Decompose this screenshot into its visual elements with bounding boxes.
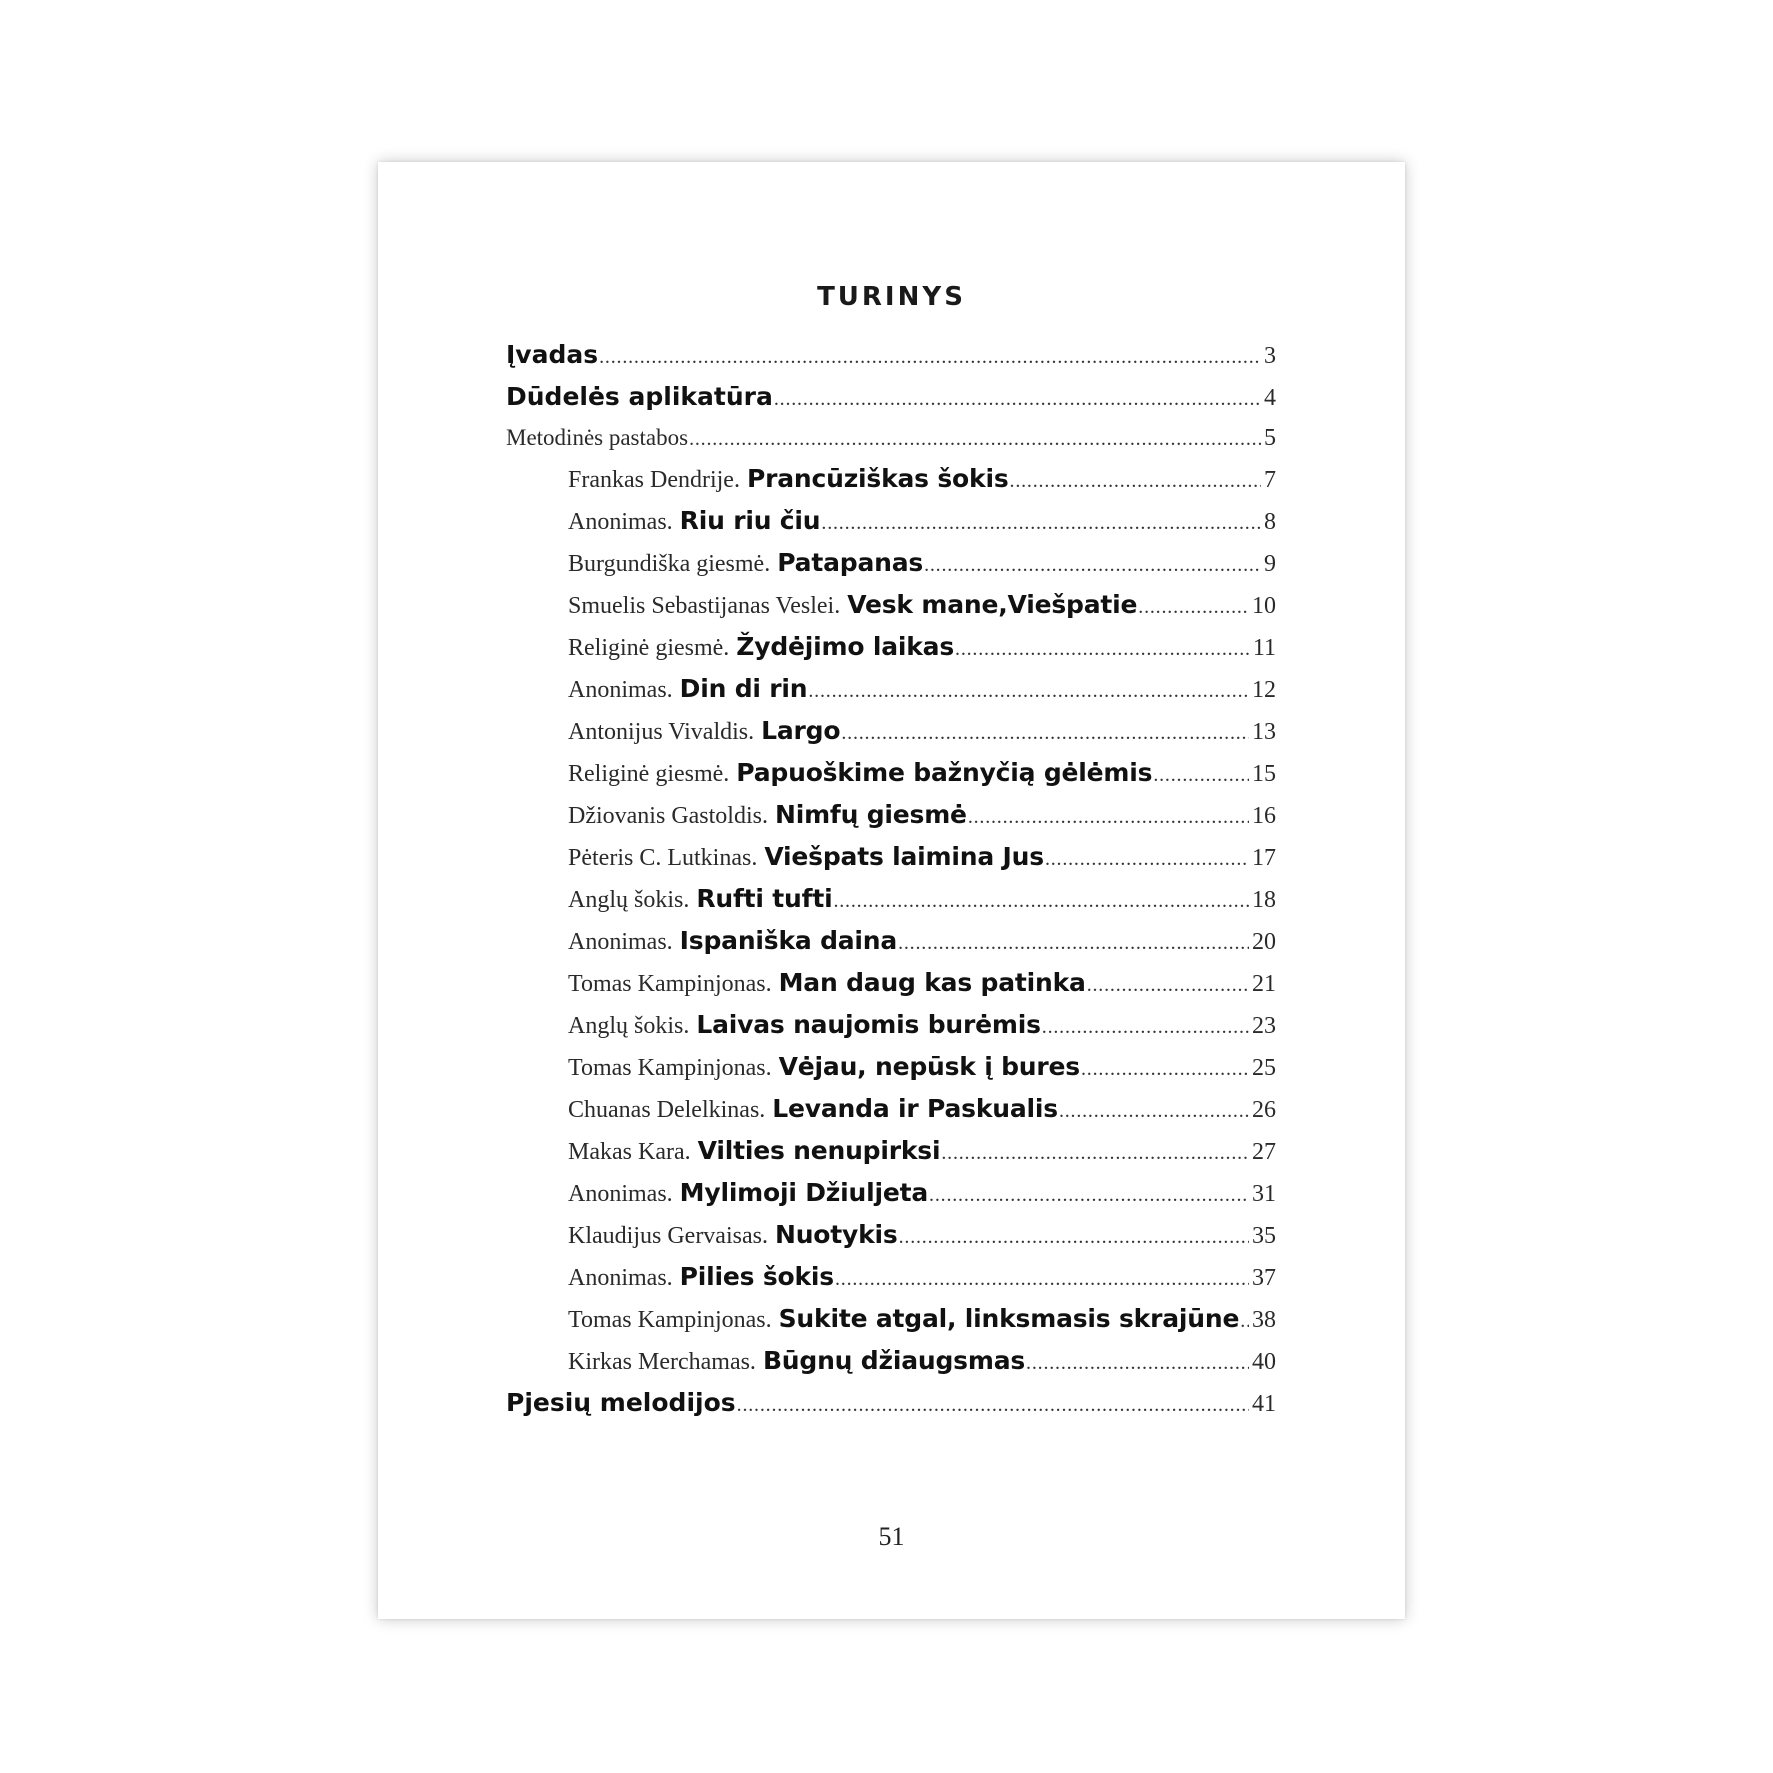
piece-title: Nuotykis	[774, 1220, 898, 1249]
dot-leader	[924, 544, 1261, 586]
piece-author: Frankas Dendrije.	[568, 467, 740, 493]
piece-author: Tomas Kampinjonas.	[568, 1307, 772, 1333]
toc-piece-entry	[506, 584, 1276, 626]
toc-piece-entry	[506, 962, 1276, 1004]
dot-leader	[1059, 1090, 1249, 1132]
piece-title: Laivas naujomis burėmis	[696, 1010, 1041, 1039]
piece-page-number: 37	[1252, 1265, 1276, 1291]
piece-page-number: 15	[1252, 761, 1276, 787]
dot-leader	[1042, 1006, 1249, 1048]
piece-page-number: 20	[1252, 929, 1276, 955]
toc-piece-entry	[506, 500, 1276, 542]
dot-leader	[1010, 460, 1261, 502]
piece-page-number: 8	[1264, 509, 1276, 535]
piece-title: Mylimoji Džiuljeta	[679, 1178, 929, 1207]
piece-page-number: 21	[1252, 971, 1276, 997]
piece-page-number: 23	[1252, 1013, 1276, 1039]
piece-author: Religinė giesmė.	[568, 635, 730, 661]
toc-piece-entry	[506, 878, 1276, 920]
toc-page-number: 3	[1264, 343, 1276, 369]
toc-piece-entry	[506, 668, 1276, 710]
dot-leader	[941, 1132, 1249, 1174]
piece-page-number: 38	[1252, 1307, 1276, 1333]
piece-page-number: 26	[1252, 1097, 1276, 1123]
dot-leader	[1138, 586, 1249, 628]
piece-title: Prancūziškas šokis	[746, 464, 1009, 493]
piece-title: Papuoškime bažnyčią gėlėmis	[736, 758, 1153, 787]
piece-author: Anglų šokis.	[568, 1013, 690, 1039]
piece-title: Din di rin	[679, 674, 808, 703]
piece-title: Nimfų giesmė	[774, 800, 967, 829]
dot-leader	[929, 1174, 1249, 1216]
toc-piece-entry	[506, 836, 1276, 878]
dot-leader	[599, 336, 1261, 378]
book-page	[378, 162, 1405, 1619]
toc-piece-entry	[506, 458, 1276, 500]
piece-title: Būgnų džiaugsmas	[762, 1346, 1026, 1375]
pieces-list	[506, 458, 1276, 1382]
piece-page-number: 25	[1252, 1055, 1276, 1081]
piece-page-number: 9	[1264, 551, 1276, 577]
piece-author: Anonimas.	[568, 677, 673, 703]
piece-page-number: 18	[1252, 887, 1276, 913]
piece-page-number: 27	[1252, 1139, 1276, 1165]
piece-author: Anonimas.	[568, 1181, 673, 1207]
dot-leader	[835, 1258, 1249, 1300]
toc-piece-entry	[506, 542, 1276, 584]
toc-entry-label: Įvadas	[506, 340, 599, 369]
dot-leader	[833, 880, 1249, 922]
piece-title: Vesk mane,Viešpatie	[847, 590, 1138, 619]
piece-author: Anonimas.	[568, 929, 673, 955]
page-number: 51	[878, 1522, 905, 1551]
piece-author: Kirkas Merchamas.	[568, 1349, 756, 1375]
table-of-contents	[506, 334, 1276, 1424]
dot-leader	[1026, 1342, 1249, 1384]
piece-author: Makas Kara.	[568, 1139, 691, 1165]
dot-leader	[968, 796, 1249, 838]
piece-title: Vilties nenupirksi	[697, 1136, 941, 1165]
piece-page-number: 10	[1252, 593, 1276, 619]
piece-author: Smuelis Sebastijanas Veslei.	[568, 593, 841, 619]
piece-page-number: 31	[1252, 1181, 1276, 1207]
dot-leader	[1153, 754, 1249, 796]
toc-piece-entry	[506, 1214, 1276, 1256]
toc-entry-notes	[506, 418, 1276, 458]
dot-leader	[1081, 1048, 1249, 1090]
toc-piece-entry	[506, 1004, 1276, 1046]
piece-author: Klaudijus Gervaisas.	[568, 1223, 768, 1249]
piece-title: Patapanas	[777, 548, 924, 577]
piece-page-number: 12	[1252, 677, 1276, 703]
page-title: TURINYS	[817, 282, 966, 312]
dot-leader	[689, 419, 1261, 459]
toc-page-number: 4	[1264, 385, 1276, 411]
toc-piece-entry	[506, 1298, 1276, 1340]
piece-title: Vėjau, nepūsk į bures	[778, 1052, 1080, 1081]
dot-leader	[737, 1384, 1249, 1426]
piece-author: Pėteris C. Lutkinas.	[568, 845, 758, 871]
piece-author: Džiovanis Gastoldis.	[568, 803, 768, 829]
piece-title: Sukite atgal, linksmasis skrajūne	[778, 1304, 1240, 1333]
dot-leader	[1087, 964, 1249, 1006]
dot-leader	[841, 712, 1249, 754]
piece-page-number: 16	[1252, 803, 1276, 829]
piece-page-number: 40	[1252, 1349, 1276, 1375]
toc-piece-entry	[506, 794, 1276, 836]
piece-page-number: 7	[1264, 467, 1276, 493]
toc-page-number: 5	[1264, 425, 1276, 451]
piece-title: Viešpats laimina Jus	[764, 842, 1044, 871]
dot-leader	[955, 628, 1249, 670]
piece-title: Žydėjimo laikas	[736, 632, 955, 661]
dot-leader	[1240, 1300, 1249, 1342]
piece-title: Largo	[761, 716, 841, 745]
piece-title: Ispaniška daina	[679, 926, 898, 955]
toc-piece-entry	[506, 1046, 1276, 1088]
piece-page-number: 35	[1252, 1223, 1276, 1249]
dot-leader	[821, 502, 1261, 544]
toc-piece-entry	[506, 1172, 1276, 1214]
piece-author: Burgundiška giesmė.	[568, 551, 771, 577]
piece-title: Pilies šokis	[679, 1262, 834, 1291]
piece-author: Religinė giesmė.	[568, 761, 730, 787]
piece-author: Antonijus Vivaldis.	[568, 719, 755, 745]
piece-page-number: 11	[1252, 635, 1276, 661]
dot-leader	[808, 670, 1249, 712]
toc-piece-entry	[506, 1256, 1276, 1298]
piece-title: Man daug kas patinka	[778, 968, 1086, 997]
toc-piece-entry	[506, 1088, 1276, 1130]
toc-piece-entry	[506, 1130, 1276, 1172]
piece-title: Rufti tufti	[696, 884, 833, 913]
toc-entry-label: Pjesių melodijos	[506, 1388, 736, 1417]
toc-piece-entry	[506, 920, 1276, 962]
toc-entry-fingering	[506, 376, 1276, 418]
piece-author: Anglų šokis.	[568, 887, 690, 913]
toc-piece-entry	[506, 710, 1276, 752]
toc-piece-entry	[506, 752, 1276, 794]
piece-author: Chuanas Delelkinas.	[568, 1097, 766, 1123]
dot-leader	[774, 378, 1261, 420]
piece-author: Tomas Kampinjonas.	[568, 1055, 772, 1081]
dot-leader	[899, 1216, 1249, 1258]
toc-entry-label: Metodinės pastabos	[506, 425, 689, 450]
toc-entry-melodies	[506, 1382, 1276, 1424]
dot-leader	[1045, 838, 1249, 880]
piece-author: Anonimas.	[568, 1265, 673, 1291]
toc-piece-entry	[506, 1340, 1276, 1382]
toc-entry-label: Dūdelės aplikatūra	[506, 382, 773, 411]
piece-author: Anonimas.	[568, 509, 673, 535]
piece-author: Tomas Kampinjonas.	[568, 971, 772, 997]
piece-page-number: 13	[1252, 719, 1276, 745]
toc-piece-entry	[506, 626, 1276, 668]
piece-title: Riu riu čiu	[679, 506, 821, 535]
dot-leader	[898, 922, 1249, 964]
toc-entry-intro	[506, 334, 1276, 376]
piece-title: Levanda ir Paskualis	[772, 1094, 1058, 1123]
piece-page-number: 17	[1252, 845, 1276, 871]
toc-page-number: 41	[1252, 1391, 1276, 1417]
